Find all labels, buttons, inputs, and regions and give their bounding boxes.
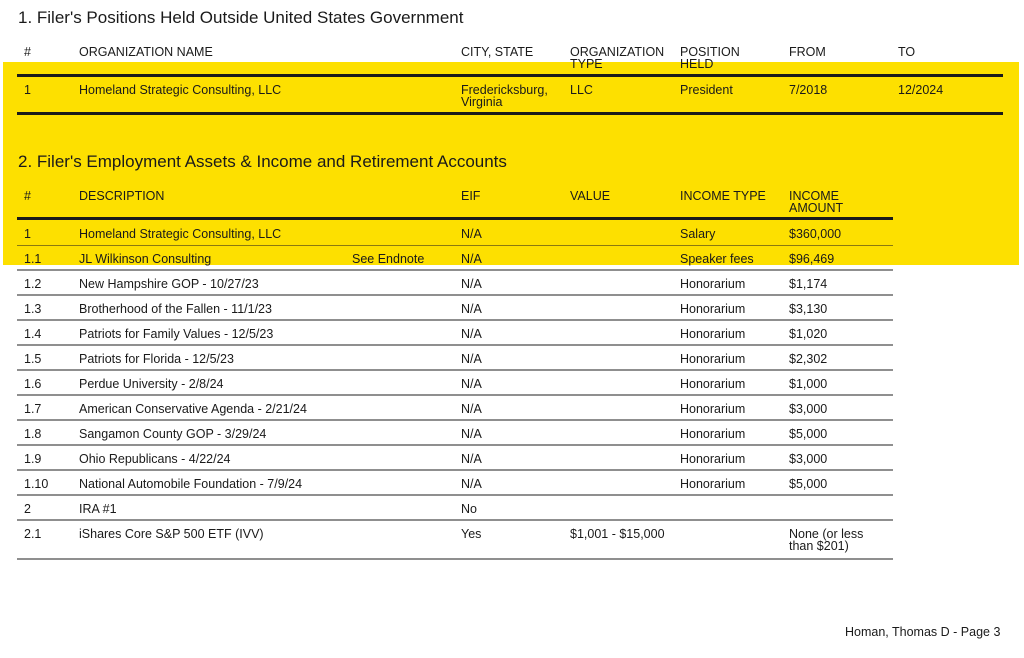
row-divider xyxy=(17,294,893,296)
s2-cell-income-type: Honorarium xyxy=(680,477,746,491)
s1-cell-city-state: Fredericksburg, Virginia xyxy=(461,83,548,109)
row-divider xyxy=(17,419,893,421)
s1-cell-org-name: Homeland Strategic Consulting, LLC xyxy=(79,83,282,97)
s2-cell-income-type: Salary xyxy=(680,227,716,241)
s2-cell-income-type: Honorarium xyxy=(680,377,746,391)
s2-cell-description: Patriots for Family Values - 12/5/23 xyxy=(79,327,274,341)
s2-cell-eif: Yes xyxy=(461,527,482,541)
s2-cell-income-amount: $3,000 xyxy=(789,452,828,466)
s2-cell-num: 1.4 xyxy=(24,327,42,341)
s2-cell-eif: N/A xyxy=(461,427,482,441)
s2-cell-description: Sangamon County GOP - 3/29/24 xyxy=(79,427,267,441)
s2-table-row xyxy=(0,522,1024,558)
s2-cell-income-amount: $3,130 xyxy=(789,302,828,316)
table-bottom-rule xyxy=(17,558,893,560)
s2-cell-description: Perdue University - 2/8/24 xyxy=(79,377,224,391)
s2-cell-income-amount: $360,000 xyxy=(789,227,842,241)
s2-header-income-amount: INCOME AMOUNT xyxy=(789,189,844,215)
row-divider xyxy=(17,444,893,446)
s2-cell-description: National Automobile Foundation - 7/9/24 xyxy=(79,477,303,491)
s2-table-row xyxy=(0,222,1024,247)
row-divider xyxy=(17,245,893,246)
s2-cell-description: iShares Core S&P 500 ETF (IVV) xyxy=(79,527,264,541)
s2-cell-description: Homeland Strategic Consulting, LLC xyxy=(79,227,282,241)
row-divider xyxy=(17,369,893,371)
s2-cell-income-amount: None (or less than $201) xyxy=(789,527,864,553)
s1-header-position: POSITION HELD xyxy=(680,45,740,71)
s2-cell-income-type: Honorarium xyxy=(680,302,746,316)
s2-cell-income-amount: $1,174 xyxy=(789,277,828,291)
s2-cell-income-type: Honorarium xyxy=(680,327,746,341)
s1-cell-to: 12/2024 xyxy=(898,83,944,97)
s2-cell-eif: No xyxy=(461,502,477,516)
s2-cell-num: 2 xyxy=(24,502,31,516)
s2-cell-income-type: Honorarium xyxy=(680,427,746,441)
s2-cell-num: 1.9 xyxy=(24,452,42,466)
s1-header-org-name: ORGANIZATION NAME xyxy=(79,45,213,59)
s2-cell-income-amount: $1,000 xyxy=(789,377,828,391)
s2-cell-num: 1 xyxy=(24,227,31,241)
s2-cell-income-type: Honorarium xyxy=(680,277,746,291)
s2-cell-income-type: Honorarium xyxy=(680,452,746,466)
s2-header-income-type: INCOME TYPE xyxy=(680,189,766,203)
s2-cell-num: 1.8 xyxy=(24,427,42,441)
s2-cell-income-amount: $3,000 xyxy=(789,402,828,416)
s2-cell-eif: N/A xyxy=(461,327,482,341)
s2-header-description: DESCRIPTION xyxy=(79,189,165,203)
s2-cell-income-type: Honorarium xyxy=(680,352,746,366)
s2-cell-num: 2.1 xyxy=(24,527,42,541)
page-footer: Homan, Thomas D - Page 3 xyxy=(845,625,1001,639)
s2-cell-eif: N/A xyxy=(461,377,482,391)
s1-cell-from: 7/2018 xyxy=(789,83,828,97)
s1-cell-num: 1 xyxy=(24,83,31,97)
s2-cell-income-type: Speaker fees xyxy=(680,252,754,266)
s1-bottom-rule xyxy=(17,112,1003,115)
s1-header-org-type: ORGANIZATION TYPE xyxy=(570,45,665,71)
s2-cell-eif: N/A xyxy=(461,477,482,491)
s1-header-from: FROM xyxy=(789,45,826,59)
s2-cell-eif: N/A xyxy=(461,452,482,466)
s1-header-to: TO xyxy=(898,45,916,59)
s2-header-eif: EIF xyxy=(461,189,481,203)
s2-cell-income-amount: $96,469 xyxy=(789,252,835,266)
s2-cell-income-amount: $1,020 xyxy=(789,327,828,341)
s2-cell-description: JL Wilkinson Consulting xyxy=(79,252,212,266)
row-divider xyxy=(17,519,893,521)
s2-cell-num: 1.7 xyxy=(24,402,42,416)
s2-cell-description: Patriots for Florida - 12/5/23 xyxy=(79,352,234,366)
s2-cell-income-amount: $2,302 xyxy=(789,352,828,366)
s1-cell-position: President xyxy=(680,83,733,97)
s2-cell-description: Brotherhood of the Fallen - 11/1/23 xyxy=(79,302,272,316)
row-divider xyxy=(17,344,893,346)
s2-cell-note: See Endnote xyxy=(352,252,425,266)
row-divider xyxy=(17,394,893,396)
s2-cell-num: 1.6 xyxy=(24,377,42,391)
row-divider xyxy=(17,469,893,471)
s2-cell-num: 1.1 xyxy=(24,252,42,266)
s2-cell-num: 1.10 xyxy=(24,477,49,491)
s2-cell-eif: N/A xyxy=(461,302,482,316)
s2-cell-num: 1.2 xyxy=(24,277,42,291)
s2-cell-eif: N/A xyxy=(461,402,482,416)
section1-title: 1. Filer's Positions Held Outside United States Government xyxy=(18,8,464,27)
row-divider xyxy=(17,269,893,271)
s2-cell-income-amount: $5,000 xyxy=(789,477,828,491)
s2-cell-num: 1.5 xyxy=(24,352,42,366)
s2-header-num: # xyxy=(24,189,31,203)
s1-header-rule xyxy=(17,74,1003,77)
s2-cell-income-amount: $5,000 xyxy=(789,427,828,441)
s2-cell-eif: N/A xyxy=(461,352,482,366)
row-divider xyxy=(17,494,893,496)
s2-cell-description: Ohio Republicans - 4/22/24 xyxy=(79,452,231,466)
s2-cell-description: IRA #1 xyxy=(79,502,117,516)
s2-cell-num: 1.3 xyxy=(24,302,42,316)
s2-cell-description: New Hampshire GOP - 10/27/23 xyxy=(79,277,259,291)
s2-header-rule xyxy=(17,217,893,220)
s1-header-city-state: CITY, STATE xyxy=(461,45,534,59)
s2-cell-description: American Conservative Agenda - 2/21/24 xyxy=(79,402,307,416)
s2-cell-income-type: Honorarium xyxy=(680,402,746,416)
s2-cell-eif: N/A xyxy=(461,252,482,266)
s2-header-value: VALUE xyxy=(570,189,611,203)
section2-title: 2. Filer's Employment Assets & Income and Retirement Accounts xyxy=(18,152,507,171)
s1-cell-org-type: LLC xyxy=(570,83,593,97)
s1-header-num: # xyxy=(24,45,31,59)
row-divider xyxy=(17,319,893,321)
s2-cell-eif: N/A xyxy=(461,227,482,241)
s2-cell-eif: N/A xyxy=(461,277,482,291)
s2-cell-value: $1,001 - $15,000 xyxy=(570,527,665,541)
